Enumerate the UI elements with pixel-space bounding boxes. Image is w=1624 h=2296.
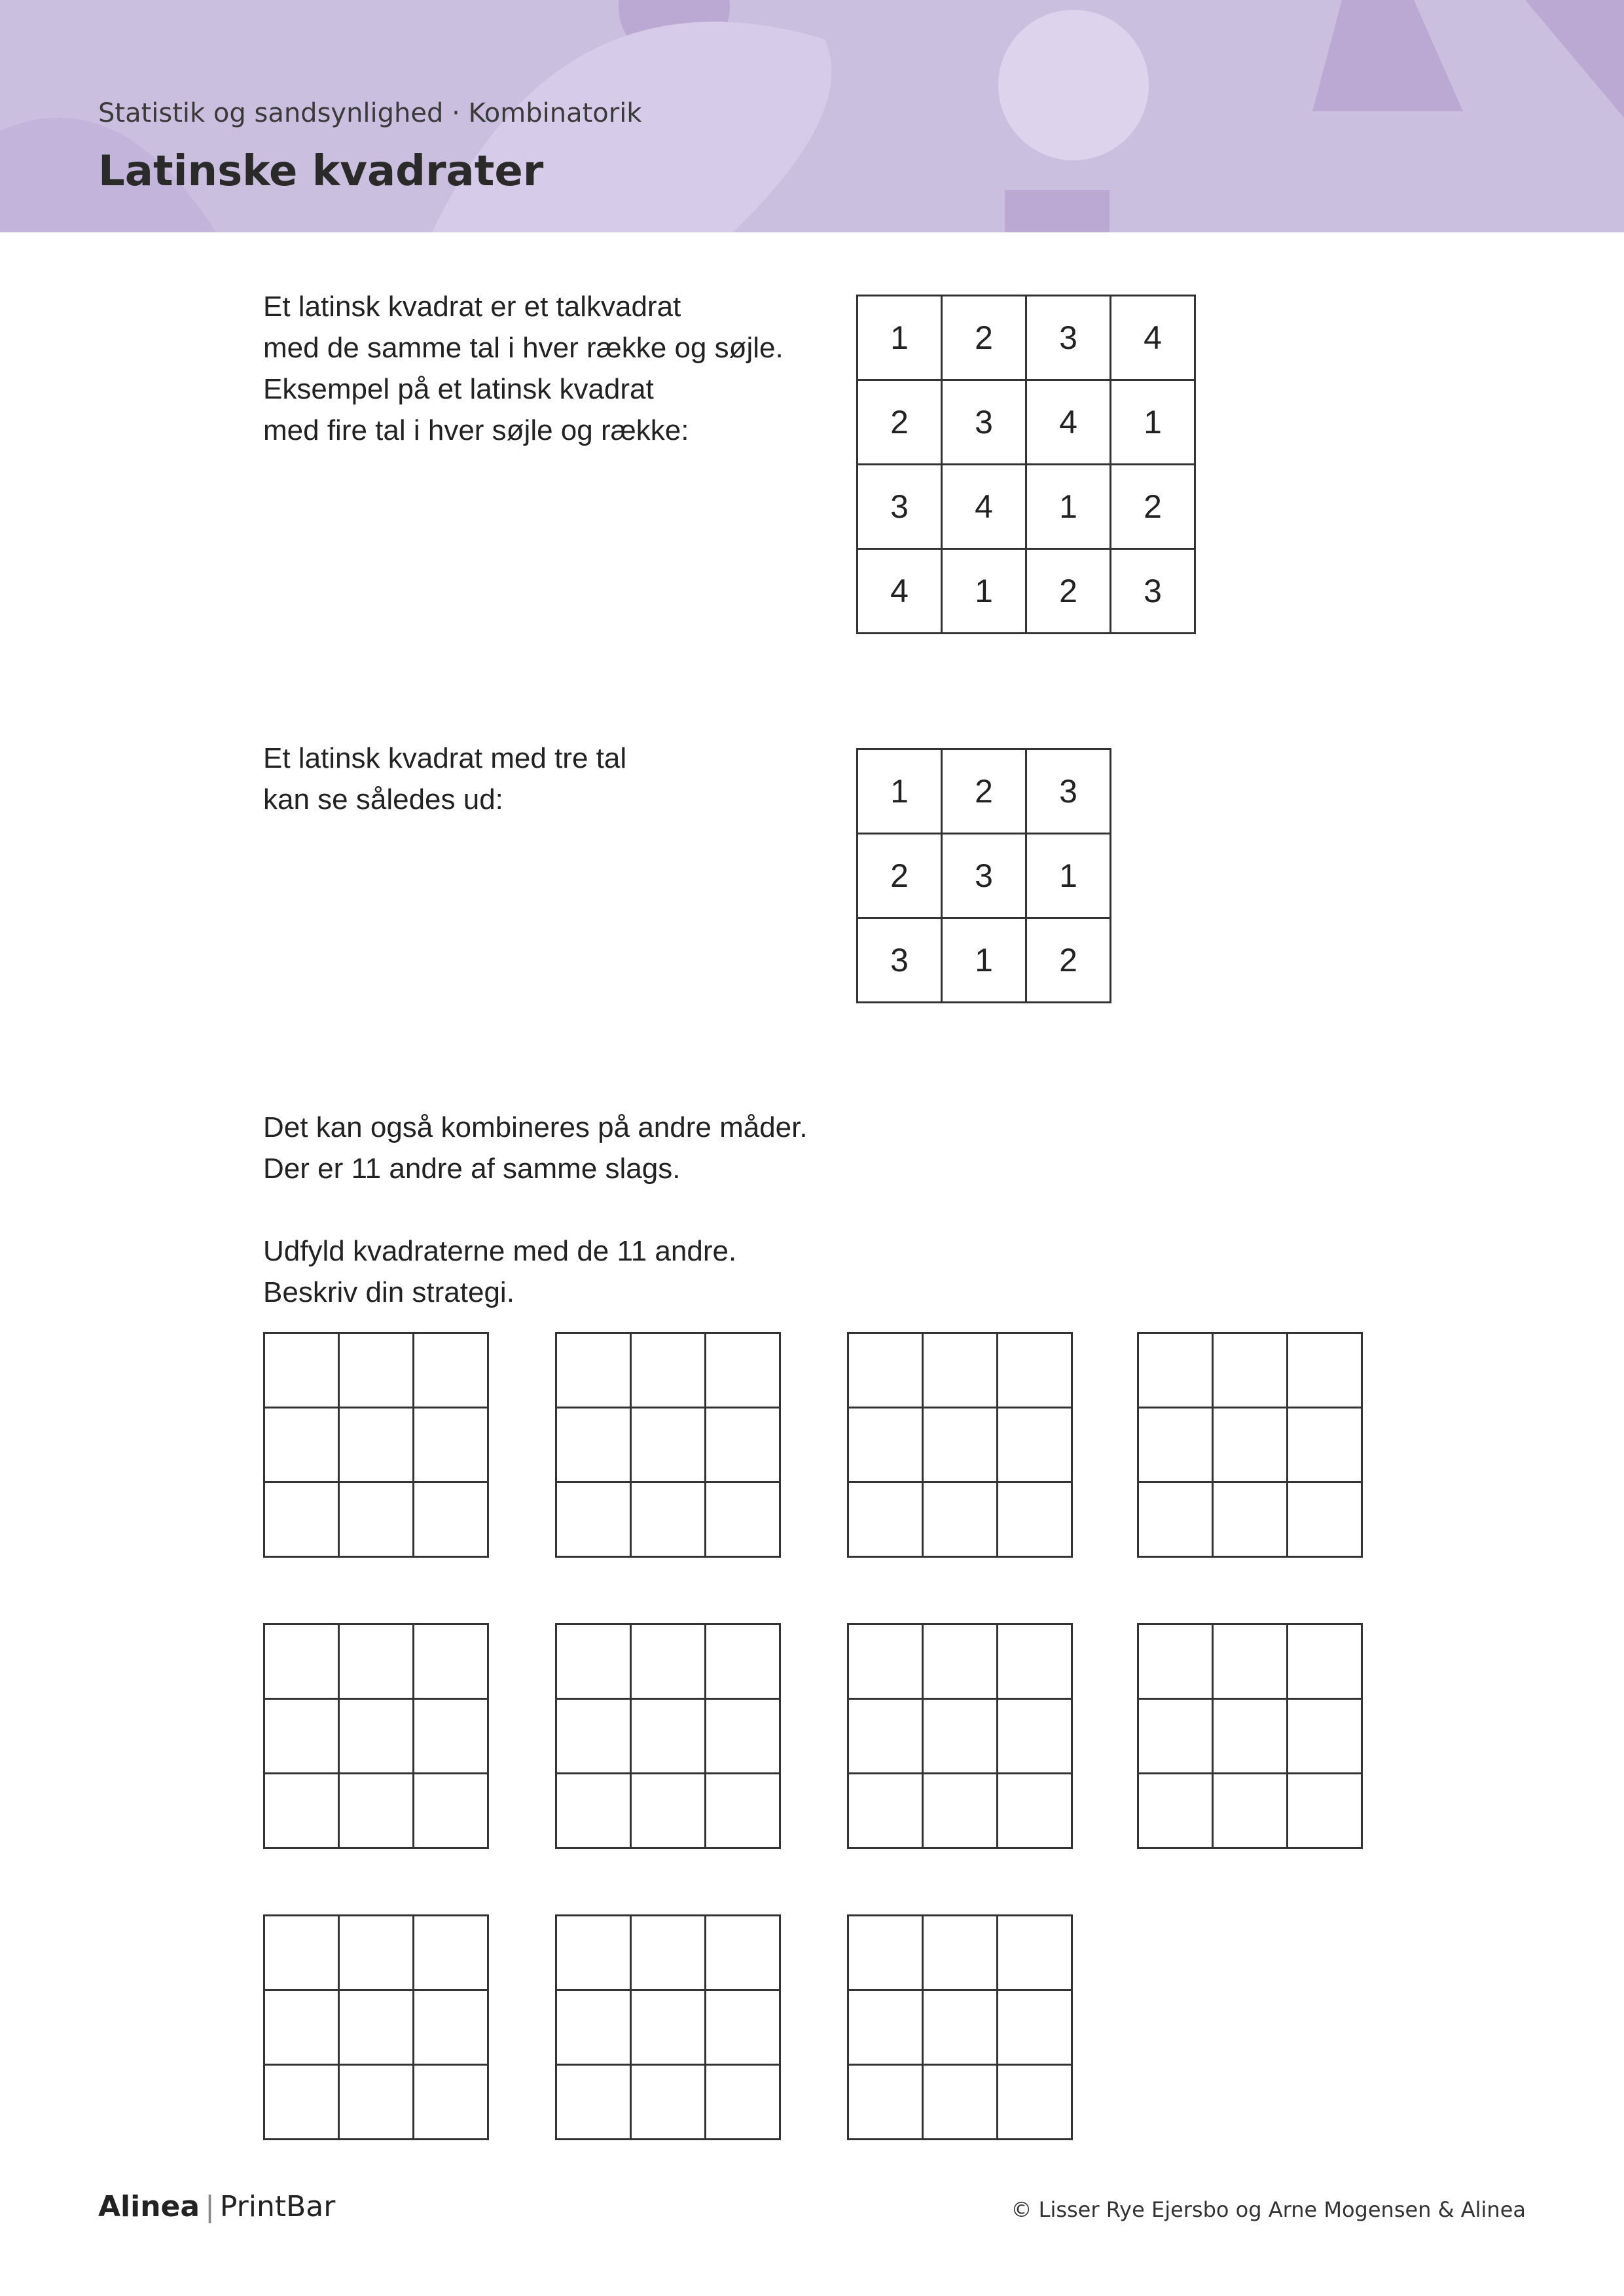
empty-cell[interactable] bbox=[1138, 1699, 1213, 1774]
empty-cell[interactable] bbox=[264, 2065, 339, 2140]
empty-cell[interactable] bbox=[1213, 1774, 1288, 1848]
empty-cell[interactable] bbox=[923, 1408, 998, 1482]
empty-cell[interactable] bbox=[339, 1624, 414, 1699]
square-cell: 1 bbox=[1026, 834, 1111, 918]
empty-cell[interactable] bbox=[1138, 1624, 1213, 1699]
square-cell: 2 bbox=[1026, 918, 1111, 1003]
empty-cell[interactable] bbox=[339, 1408, 414, 1482]
empty-cell[interactable] bbox=[848, 1699, 923, 1774]
square-cell: 2 bbox=[1111, 465, 1195, 549]
empty-cell[interactable] bbox=[556, 2065, 631, 2140]
square-cell: 1 bbox=[857, 296, 942, 380]
intro-line: Et latinsk kvadrat er et talkvadrat bbox=[263, 291, 681, 323]
intro-line: med fire tal i hver søjle og række: bbox=[263, 414, 689, 446]
task-line-blank bbox=[263, 1189, 808, 1230]
empty-cell[interactable] bbox=[1138, 1482, 1213, 1557]
empty-cell[interactable] bbox=[1213, 1408, 1288, 1482]
empty-cell[interactable] bbox=[414, 1624, 488, 1699]
empty-cell[interactable] bbox=[848, 1333, 923, 1408]
empty-cell[interactable] bbox=[998, 1916, 1072, 1990]
empty-cell[interactable] bbox=[264, 1774, 339, 1848]
square-cell: 2 bbox=[942, 749, 1026, 834]
empty-cell[interactable] bbox=[631, 1916, 706, 1990]
empty-cell[interactable] bbox=[339, 1990, 414, 2065]
square-cell: 2 bbox=[857, 834, 942, 918]
square-cell: 1 bbox=[1026, 465, 1111, 549]
task-line: Der er 11 andre af samme slags. bbox=[263, 1153, 681, 1185]
empty-cell[interactable] bbox=[848, 1408, 923, 1482]
empty-cell[interactable] bbox=[998, 1774, 1072, 1848]
empty-cell[interactable] bbox=[414, 1408, 488, 1482]
empty-cell[interactable] bbox=[556, 1408, 631, 1482]
empty-cell[interactable] bbox=[631, 2065, 706, 2140]
empty-cell[interactable] bbox=[998, 1624, 1072, 1699]
empty-cell[interactable] bbox=[414, 1774, 488, 1848]
square-cell: 3 bbox=[942, 834, 1026, 918]
empty-cell[interactable] bbox=[414, 1916, 488, 1990]
empty-cell[interactable] bbox=[631, 1408, 706, 1482]
empty-cell[interactable] bbox=[1288, 1624, 1362, 1699]
empty-cell[interactable] bbox=[631, 1333, 706, 1408]
task-line: Beskriv din strategi. bbox=[263, 1276, 514, 1308]
empty-cell[interactable] bbox=[339, 1699, 414, 1774]
empty-cell[interactable] bbox=[706, 1699, 780, 1774]
square-cell: 4 bbox=[1026, 380, 1111, 465]
empty-cell[interactable] bbox=[1213, 1699, 1288, 1774]
empty-cell[interactable] bbox=[998, 1333, 1072, 1408]
empty-cell[interactable] bbox=[414, 1333, 488, 1408]
empty-cell[interactable] bbox=[998, 1408, 1072, 1482]
example3-line: Et latinsk kvadrat med tre tal bbox=[263, 742, 627, 774]
empty-cell[interactable] bbox=[264, 1624, 339, 1699]
square-cell: 3 bbox=[857, 918, 942, 1003]
empty-cell[interactable] bbox=[556, 1699, 631, 1774]
empty-latin-square[interactable] bbox=[263, 1623, 489, 1849]
empty-latin-square[interactable] bbox=[847, 1332, 1073, 1558]
square-cell: 3 bbox=[1026, 296, 1111, 380]
empty-cell[interactable] bbox=[339, 1482, 414, 1557]
square-cell: 4 bbox=[1111, 296, 1195, 380]
empty-cell[interactable] bbox=[848, 1482, 923, 1557]
empty-cell[interactable] bbox=[414, 1699, 488, 1774]
empty-cell[interactable] bbox=[998, 1990, 1072, 2065]
empty-cell[interactable] bbox=[264, 1333, 339, 1408]
empty-cell[interactable] bbox=[414, 2065, 488, 2140]
empty-cell[interactable] bbox=[923, 2065, 998, 2140]
empty-cell[interactable] bbox=[556, 1916, 631, 1990]
empty-cell[interactable] bbox=[556, 1482, 631, 1557]
empty-cell[interactable] bbox=[1288, 1408, 1362, 1482]
empty-cell[interactable] bbox=[923, 1482, 998, 1557]
empty-cell[interactable] bbox=[631, 1482, 706, 1557]
empty-cell[interactable] bbox=[339, 1774, 414, 1848]
empty-cell[interactable] bbox=[923, 1333, 998, 1408]
example3-line: kan se således ud: bbox=[263, 783, 503, 816]
empty-cell[interactable] bbox=[339, 1333, 414, 1408]
empty-cell[interactable] bbox=[706, 1990, 780, 2065]
empty-cell[interactable] bbox=[556, 1990, 631, 2065]
empty-cell[interactable] bbox=[556, 1774, 631, 1848]
square-cell: 4 bbox=[942, 465, 1026, 549]
empty-cell[interactable] bbox=[1213, 1624, 1288, 1699]
latin-square-3x3 bbox=[856, 748, 1111, 1003]
square-cell: 2 bbox=[857, 380, 942, 465]
empty-cell[interactable] bbox=[923, 1916, 998, 1990]
brand-separator: | bbox=[205, 2190, 215, 2223]
empty-cell[interactable] bbox=[923, 1774, 998, 1848]
empty-cell[interactable] bbox=[264, 1482, 339, 1557]
empty-cell[interactable] bbox=[923, 1699, 998, 1774]
square-cell: 1 bbox=[942, 918, 1026, 1003]
empty-latin-square[interactable] bbox=[555, 1914, 781, 2140]
square-cell: 3 bbox=[1026, 749, 1111, 834]
example3-text bbox=[263, 738, 626, 820]
task-line: Det kan også kombineres på andre måder. bbox=[263, 1111, 808, 1143]
empty-cell[interactable] bbox=[1138, 1774, 1213, 1848]
empty-cell[interactable] bbox=[1288, 1699, 1362, 1774]
task-text bbox=[263, 1107, 808, 1313]
empty-cell[interactable] bbox=[706, 1624, 780, 1699]
empty-cell[interactable] bbox=[1288, 1333, 1362, 1408]
square-cell: 3 bbox=[942, 380, 1026, 465]
empty-cell[interactable] bbox=[706, 1408, 780, 1482]
empty-cell[interactable] bbox=[706, 2065, 780, 2140]
brand-printbar: PrintBar bbox=[219, 2190, 336, 2223]
empty-cell[interactable] bbox=[631, 1699, 706, 1774]
task-line: Udfyld kvadraterne med de 11 andre. bbox=[263, 1235, 737, 1267]
empty-latin-square[interactable] bbox=[1137, 1623, 1363, 1849]
empty-cell[interactable] bbox=[414, 1990, 488, 2065]
empty-cell[interactable] bbox=[998, 1482, 1072, 1557]
empty-cell[interactable] bbox=[264, 1990, 339, 2065]
empty-cell[interactable] bbox=[706, 1774, 780, 1848]
empty-cell[interactable] bbox=[631, 1774, 706, 1848]
empty-latin-square[interactable] bbox=[263, 1914, 489, 2140]
intro-line: med de samme tal i hver række og søjle. bbox=[263, 332, 784, 364]
copyright-notice: © Lisser Rye Ejersbo og Arne Mogensen & Alinea bbox=[1011, 2197, 1526, 2222]
empty-cell[interactable] bbox=[706, 1333, 780, 1408]
empty-cell[interactable] bbox=[998, 1699, 1072, 1774]
empty-latin-square[interactable] bbox=[1137, 1332, 1363, 1558]
empty-latin-square[interactable] bbox=[263, 1332, 489, 1558]
empty-cell[interactable] bbox=[706, 1482, 780, 1557]
latin-square-4x4 bbox=[856, 295, 1196, 634]
empty-cell[interactable] bbox=[264, 1408, 339, 1482]
square-cell: 1 bbox=[857, 749, 942, 834]
empty-cell[interactable] bbox=[848, 1624, 923, 1699]
empty-cell[interactable] bbox=[923, 1624, 998, 1699]
empty-cell[interactable] bbox=[264, 1916, 339, 1990]
empty-cell[interactable] bbox=[848, 2065, 923, 2140]
empty-cell[interactable] bbox=[1288, 1774, 1362, 1848]
empty-cell[interactable] bbox=[848, 1916, 923, 1990]
subject-breadcrumb: Statistik og sandsynlighed · Kombinatorik bbox=[98, 98, 642, 128]
empty-cell[interactable] bbox=[1138, 1408, 1213, 1482]
square-cell: 2 bbox=[1026, 549, 1111, 634]
empty-cell[interactable] bbox=[1213, 1482, 1288, 1557]
empty-latin-square[interactable] bbox=[847, 1914, 1073, 2140]
square-cell: 1 bbox=[1111, 380, 1195, 465]
empty-cell[interactable] bbox=[706, 1916, 780, 1990]
empty-cell[interactable] bbox=[631, 1624, 706, 1699]
empty-cell[interactable] bbox=[339, 2065, 414, 2140]
intro-line: Eksempel på et latinsk kvadrat bbox=[263, 373, 654, 405]
square-cell: 1 bbox=[942, 549, 1026, 634]
empty-cell[interactable] bbox=[631, 1990, 706, 2065]
square-cell: 3 bbox=[1111, 549, 1195, 634]
empty-latin-square[interactable] bbox=[847, 1623, 1073, 1849]
brand-alinea: Alinea bbox=[98, 2190, 200, 2223]
empty-cell[interactable] bbox=[339, 1916, 414, 1990]
empty-cell[interactable] bbox=[848, 1990, 923, 2065]
empty-cell[interactable] bbox=[264, 1699, 339, 1774]
empty-cell[interactable] bbox=[1213, 1333, 1288, 1408]
empty-cell[interactable] bbox=[556, 1624, 631, 1699]
empty-latin-square[interactable] bbox=[555, 1332, 781, 1558]
empty-cell[interactable] bbox=[998, 2065, 1072, 2140]
empty-cell[interactable] bbox=[556, 1333, 631, 1408]
empty-cell[interactable] bbox=[1138, 1333, 1213, 1408]
square-cell: 4 bbox=[857, 549, 942, 634]
square-cell: 3 bbox=[857, 465, 942, 549]
empty-cell[interactable] bbox=[923, 1990, 998, 2065]
square-cell: 2 bbox=[942, 296, 1026, 380]
empty-latin-square[interactable] bbox=[555, 1623, 781, 1849]
empty-cell[interactable] bbox=[414, 1482, 488, 1557]
empty-cell[interactable] bbox=[848, 1774, 923, 1848]
page-title: Latinske kvadrater bbox=[98, 147, 544, 196]
empty-cell[interactable] bbox=[1288, 1482, 1362, 1557]
intro-text bbox=[263, 286, 784, 451]
footer-brand bbox=[98, 2190, 335, 2223]
